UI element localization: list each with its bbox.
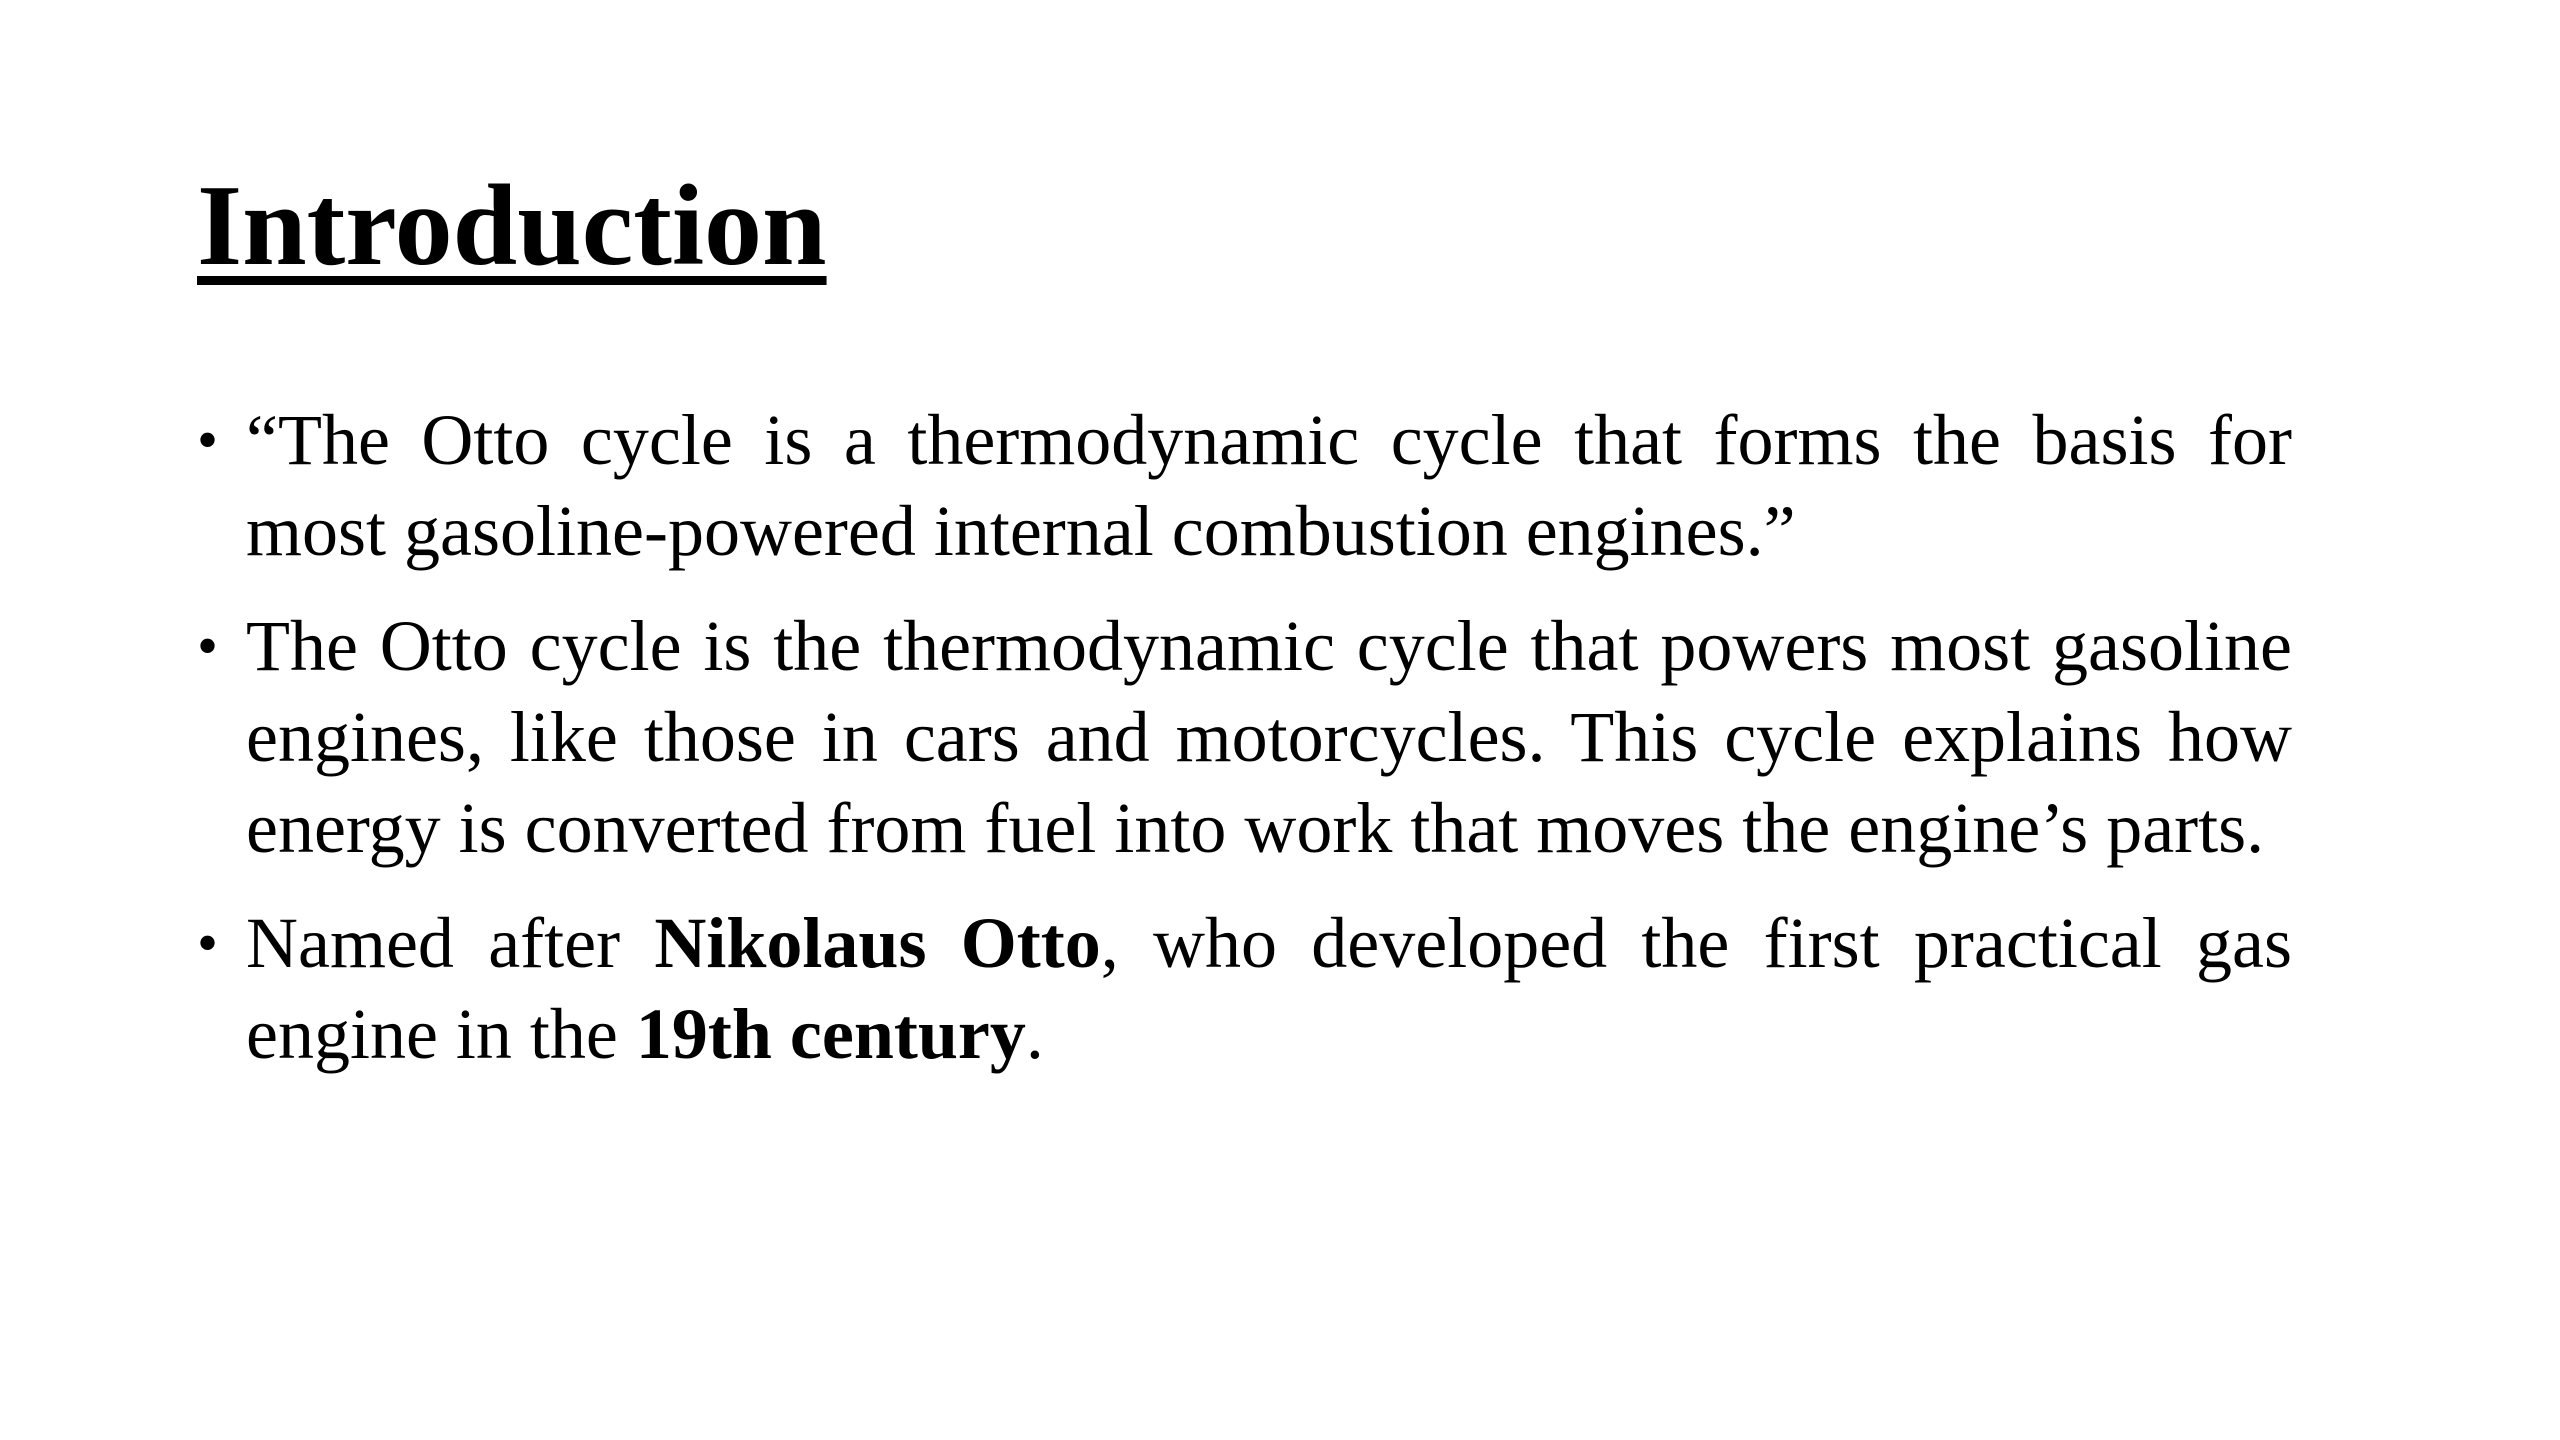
slide-title: Introduction	[197, 162, 827, 290]
bullet-list	[197, 395, 2292, 1104]
bullet-item-otto-definition	[197, 395, 2292, 577]
bullet-text-part: .	[1025, 994, 1044, 1074]
bullet-text: “The Otto cycle is a thermodynamic cycle that forms the basis for most gasoline-powered internal combustion engines.”	[246, 400, 2292, 571]
century-emphasis: 19th century	[635, 994, 1026, 1074]
bullet-text-part: , who developed the first practical gas engine in the	[246, 903, 2293, 1074]
bullet-dot-icon: •	[197, 910, 219, 976]
bullet-item-otto-explanation	[197, 601, 2292, 874]
bullet-text: The Otto cycle is the thermodynamic cycle that powers most gasoline engines, like those in cars and motorcycles. This cycle explains how energy is converted from fuel into work that moves the engine’s parts.	[246, 606, 2292, 868]
bullet-dot-icon: •	[197, 407, 219, 473]
bullet-dot-icon: •	[197, 613, 219, 679]
bullet-item-otto-history	[197, 898, 2292, 1080]
inventor-name: Nikolaus Otto	[654, 903, 1101, 983]
bullet-text-part: Named after	[246, 903, 655, 983]
